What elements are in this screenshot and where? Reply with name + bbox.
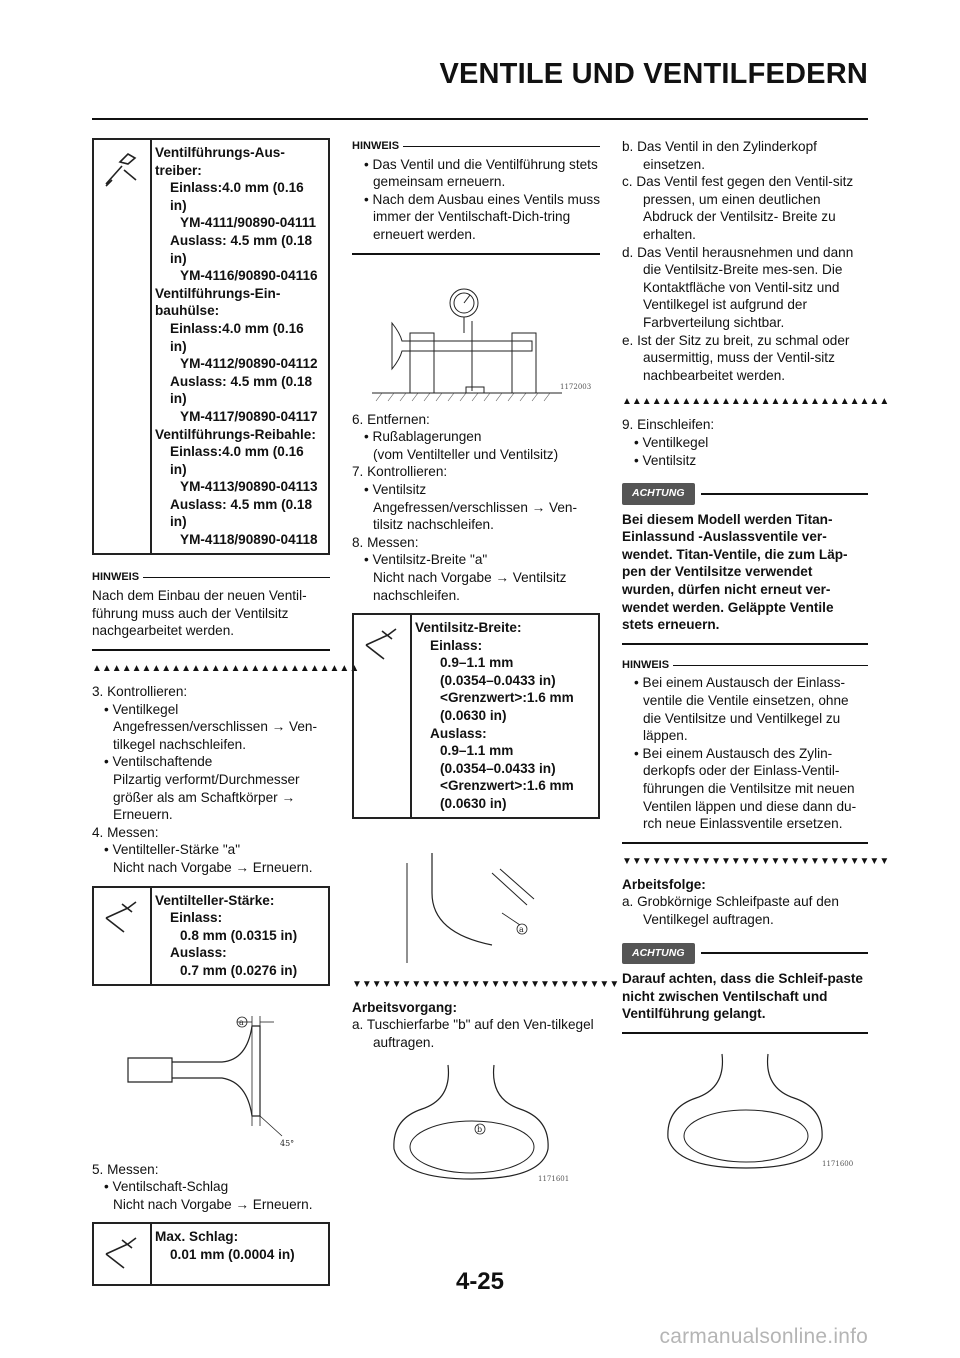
spec-line: 0.9–1.1 mm bbox=[440, 743, 514, 759]
figure-label-a: a bbox=[239, 1017, 244, 1027]
achtung-2-text: Darauf achten, dass die Schleif-paste nicht zwischen Ventilschaft und Ventilführung gelangt. bbox=[622, 971, 863, 1022]
step-6: 6. Entfernen: bbox=[352, 411, 430, 427]
spec-line: Einlass:4.0 mm (0.16 bbox=[170, 180, 304, 196]
page-number: 4-25 bbox=[455, 1268, 505, 1295]
spec-box-teller-text bbox=[152, 888, 301, 984]
spec-line: YM-4118/90890-04118 bbox=[180, 532, 318, 548]
spec-line: YM-4116/90890-04116 bbox=[180, 268, 318, 284]
step-7-bullet-1: • Ventilsitz bbox=[364, 481, 427, 497]
step-8-bullet-1-detail: Nicht nach Vorgabe → Ventilsitz nachschleifen. bbox=[373, 569, 567, 603]
step-4-bullet-1: • Ventilteller-Stärke "a" bbox=[104, 842, 241, 858]
spec-line: Auslass: 4.5 mm (0.18 bbox=[170, 373, 313, 389]
arbeit-triangle-row: ▼▼▼▼▼▼▼▼▼▼▼▼▼▼▼▼▼▼▼▼▼▼▼▼▼▼▼ bbox=[352, 978, 620, 990]
spec-line: Einlass:4.0 mm (0.16 bbox=[170, 320, 304, 336]
column-3 bbox=[622, 138, 890, 1178]
hinweis-3-bullet-1: • Bei einem Austausch der Einlass-ventile die Ventile einsetzen, ohne die Ventilsitze und Ventilkegel zu läppen. bbox=[634, 675, 849, 744]
valve-seat-width-figure bbox=[352, 833, 600, 973]
spec-box-sitz-text bbox=[412, 615, 578, 817]
spec-line: <Grenzwert>:1.6 mm bbox=[440, 778, 574, 794]
spec-line: in) bbox=[170, 514, 187, 530]
hinweis-2-bullet-2: • Nach dem Ausbau eines Ventils muss immer der Ventilschaft-Dich-tring erneuert werden. bbox=[364, 191, 600, 242]
hinweis-3-heading: HINWEIS bbox=[622, 657, 868, 675]
hinweis-2-end-rule bbox=[352, 253, 600, 255]
spec-line: YM-4113/90890-04113 bbox=[180, 479, 318, 495]
valve-lapping-figure bbox=[622, 1048, 868, 1178]
spec-line: Auslass: bbox=[170, 945, 227, 961]
spec-line: (0.0354–0.0433 in) bbox=[440, 760, 556, 776]
spec-line: treiber: bbox=[155, 162, 202, 178]
hinweis-3-bullet-2: • Bei einem Austausch des Zylin-derkopfs oder der Einlass-Ventil-führungen die Ventilsitze mit neuen Ventilen läppen und diese dann du-rch neue Einlassventile ersetzen. bbox=[634, 745, 857, 832]
step-6-bullet-1-detail: (vom Ventilteller und Ventilsitz) bbox=[373, 446, 559, 462]
spec-line: YM-4112/90890-04112 bbox=[180, 356, 318, 372]
header-rule bbox=[92, 118, 868, 120]
spec-line: Ventilteller-Stärke: bbox=[155, 892, 275, 908]
valve-paint-figure bbox=[352, 1059, 600, 1189]
step-e: e. Ist der Sitz zu breit, zu schmal oder ausermittig, muss der Ventil-sitz nachbearbeitet werden. bbox=[622, 332, 850, 383]
spec-line: 0.9–1.1 mm bbox=[440, 655, 514, 671]
figure-label-a: a bbox=[519, 924, 524, 934]
spec-line: bauhülse: bbox=[155, 303, 220, 319]
step-7: 7. Kontrollieren: bbox=[352, 464, 448, 480]
spec-line: Einlass:4.0 mm (0.16 bbox=[170, 444, 304, 460]
tool-icon bbox=[94, 140, 152, 553]
spec-box-sitz bbox=[352, 613, 600, 819]
spec-box-tools-text bbox=[152, 140, 322, 553]
step-5: 5. Messen: bbox=[92, 1161, 159, 1177]
column-2 bbox=[352, 138, 620, 1189]
hinweis-2-bullet-1: • Das Ventil und die Ventilführung stets gemeinsam erneuern. bbox=[364, 156, 598, 190]
step-8: 8. Messen: bbox=[352, 534, 419, 550]
achtung-1-end-rule bbox=[622, 643, 868, 645]
achtung-2-heading: ACHTUNG bbox=[622, 943, 868, 965]
step-5-bullet-1-detail: Nicht nach Vorgabe → Erneuern. bbox=[113, 1196, 313, 1212]
spec-line: Auslass: 4.5 mm (0.18 bbox=[170, 232, 313, 248]
step-8-bullet-1: • Ventilsitz-Breite "a" bbox=[364, 552, 488, 568]
spec-line: Max. Schlag: bbox=[155, 1229, 239, 1245]
spec-line: in) bbox=[170, 338, 187, 354]
step-4-bullet-1-detail: Nicht nach Vorgabe → Erneuern. bbox=[113, 859, 313, 875]
spec-box-tools bbox=[92, 138, 330, 555]
step-c: c. Das Ventil fest gegen den Ventil-sitz pressen, um einen deutlichen Abdruck der Ventilsitz- Breite zu erhalten. bbox=[622, 174, 854, 242]
column-1 bbox=[92, 138, 360, 1286]
step-b: b. Das Ventil in den Zylinderkopf einsetzen. bbox=[622, 139, 817, 172]
step-4: 4. Messen: bbox=[92, 824, 159, 840]
hinweis-2-heading: HINWEIS bbox=[352, 138, 600, 156]
step-9: 9. Einschleifen: bbox=[622, 417, 715, 433]
spec-line: in) bbox=[170, 197, 187, 213]
page-title: VENTILE UND VENTILFEDERN bbox=[439, 58, 868, 90]
step-5-bullet-1: • Ventilschaft-Schlag bbox=[104, 1179, 229, 1195]
figure-code: 1171601 bbox=[538, 1175, 570, 1184]
hinweis-1-end-rule bbox=[92, 649, 330, 651]
spec-line: Einlass: bbox=[170, 910, 223, 926]
figure-label-b: b bbox=[477, 1125, 483, 1135]
spec-line: (0.0630 in) bbox=[440, 796, 507, 812]
hinweis-1-text: Nach dem Einbau der neuen Ventil-führung muss auch der Ventilsitz nachgearbeitet werden. bbox=[92, 588, 307, 639]
figure-code: 1171600 bbox=[822, 1159, 854, 1168]
figure-angle-label: 45° bbox=[280, 1138, 295, 1148]
warning-triangle-row: ▲▲▲▲▲▲▲▲▲▲▲▲▲▲▲▲▲▲▲▲▲▲▲▲▲▲▲ bbox=[92, 663, 360, 675]
arbeitsfolge-label: Arbeitsfolge: bbox=[622, 876, 706, 892]
arbeitsvorgang-label: Arbeitsvorgang: bbox=[352, 999, 457, 1015]
watermark: carmanualsonline.info bbox=[659, 1325, 868, 1348]
step-7-bullet-1-detail: Angefressen/verschlissen → Ven-tilsitz nachschleifen. bbox=[373, 499, 578, 533]
arbeit-triangle-row: ▼▼▼▼▼▼▼▼▼▼▼▼▼▼▼▼▼▼▼▼▼▼▼▼▼▼▼ bbox=[622, 855, 890, 867]
step-3-bullet-1-detail: Angefressen/verschlissen → Ven-tilkegel nachschleifen. bbox=[113, 719, 318, 752]
spec-line: Auslass: 4.5 mm (0.18 bbox=[170, 496, 313, 512]
figure-code: 1172003 bbox=[560, 382, 592, 391]
spec-line: Ventilführungs-Ein- bbox=[155, 285, 281, 301]
achtung-1-text: Bei diesem Modell werden Titan-Einlassund -Auslassventile ver-wendet. Titan-Ventile, die zum Läp-pen der Ventilsitze verwendet wurden, dürfen nicht erneut ver-wendet werden. Geläppte Ventile stets erneuern. bbox=[622, 511, 848, 633]
step-3-bullet-2: • Ventilschaftende bbox=[104, 754, 213, 770]
valve-runout-figure bbox=[352, 263, 600, 411]
spec-line: Ventilführungs-Reibahle: bbox=[155, 426, 316, 442]
spec-line: YM-4117/90890-04117 bbox=[180, 408, 318, 424]
spec-line: Ventilsitz-Breite: bbox=[415, 620, 522, 636]
spec-line: YM-4111/90890-04111 bbox=[180, 215, 317, 231]
spec-line: (0.0354–0.0433 in) bbox=[440, 672, 556, 688]
achtung-2-end-rule bbox=[622, 1032, 868, 1034]
spec-line: (0.0630 in) bbox=[440, 708, 507, 724]
spec-line: in) bbox=[170, 461, 187, 477]
spec-line: Ventilführungs-Aus- bbox=[155, 145, 285, 160]
spec-line: Auslass: bbox=[430, 725, 487, 741]
spec-line: 0.01 mm (0.0004 in) bbox=[170, 1246, 295, 1262]
spec-line: 0.8 mm (0.0315 in) bbox=[180, 927, 298, 943]
step-d: d. Das Ventil herausnehmen und dann die Ventilsitz-Breite mes-sen. Die Kontaktfläche von Ventil-sitz und Ventilkegel ist aufgrund der Farbverteilung sichtbar. bbox=[622, 244, 854, 330]
spec-line: <Grenzwert>:1.6 mm bbox=[440, 690, 574, 706]
spec-line: 0.7 mm (0.0276 in) bbox=[180, 962, 298, 978]
step-6-bullet-1: • Rußablagerungen bbox=[364, 429, 482, 445]
spec-box-teller bbox=[92, 886, 330, 986]
valve-head-thickness-figure bbox=[92, 986, 330, 1161]
caliper-icon bbox=[94, 888, 152, 984]
hinweis-1-heading: HINWEIS bbox=[92, 569, 330, 587]
arbeitsfolge-step-a: a. Grobkörnige Schleifpaste auf den Ventilkegel auftragen. bbox=[622, 894, 839, 927]
warning-triangle-row: ▲▲▲▲▲▲▲▲▲▲▲▲▲▲▲▲▲▲▲▲▲▲▲▲▲▲▲ bbox=[622, 396, 890, 408]
hinweis-3-end-rule bbox=[622, 842, 868, 844]
step-9-bullet-2: • Ventilsitz bbox=[634, 452, 697, 468]
spec-line: in) bbox=[170, 391, 187, 407]
step-3: 3. Kontrollieren: bbox=[92, 684, 188, 700]
arbeitsvorgang-step-a: a. Tuschierfarbe "b" auf den Ven-tilkegel auftragen. bbox=[352, 1017, 594, 1050]
spec-line: in) bbox=[170, 250, 187, 266]
step-3-bullet-2-detail: Pilzartig verformt/Durchmesser größer als am Schaftkörper → Erneuern. bbox=[113, 772, 300, 823]
step-3-bullet-1: • Ventilkegel bbox=[104, 701, 179, 717]
spec-line: Einlass: bbox=[430, 637, 483, 653]
achtung-1-heading: ACHTUNG bbox=[622, 483, 868, 505]
caliper-icon bbox=[354, 615, 412, 817]
step-9-bullet-1: • Ventilkegel bbox=[634, 434, 709, 450]
